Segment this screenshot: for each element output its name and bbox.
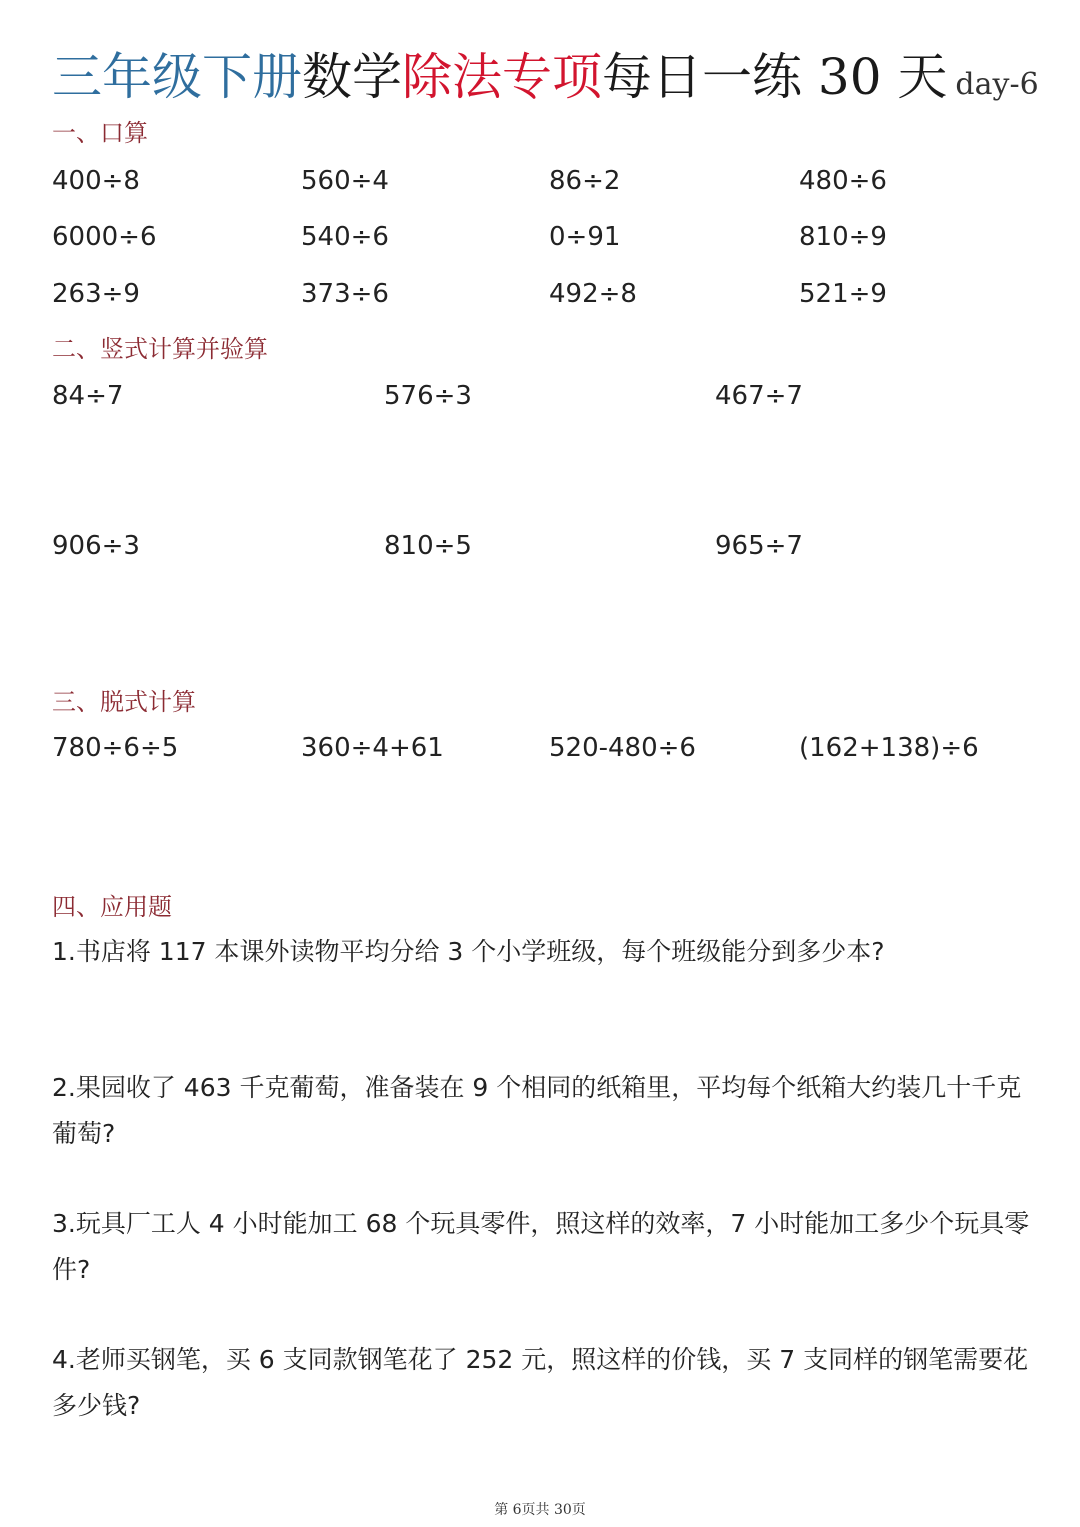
oral-item: 810÷9 (799, 222, 887, 252)
vertical-item: 576÷3 (384, 381, 472, 411)
vertical-item: 467÷7 (715, 381, 803, 411)
oral-item: 492÷8 (549, 279, 637, 309)
oral-item: 373÷6 (301, 279, 389, 309)
oral-item: 560÷4 (301, 166, 389, 196)
page-title (52, 44, 1052, 118)
vertical-item: 906÷3 (52, 531, 140, 561)
word-problem-2: 2.果园收了 463 千克葡萄，准备装在 9 个相同的纸箱里，平均每个纸箱大约装几十千克葡萄? (52, 1073, 1022, 1148)
vertical-item: 84÷7 (52, 381, 124, 411)
word-problem-1: 1.书店将 117 本课外读物平均分给 3 个小学班级，每个班级能分到多少本? (52, 937, 885, 966)
oral-item: 480÷6 (799, 166, 887, 196)
word-problem-3: 3.玩具厂工人 4 小时能加工 68 个玩具零件，照这样的效率，7 小时能加工多少个玩具零件? (52, 1209, 1030, 1284)
word-problem-4: 4.老师买钢笔，买 6 支同款钢笔花了 252 元，照这样的价钱，买 7 支同样的钢笔需要花多少钱? (52, 1345, 1029, 1420)
oral-item: 521÷9 (799, 279, 887, 309)
stepwise-item: 360÷4+61 (301, 733, 444, 763)
stepwise-item: (162+138)÷6 (799, 733, 979, 763)
stepwise-item: 780÷6÷5 (52, 733, 179, 763)
section-oral-title: 一、口算 (52, 119, 148, 147)
title-day: day-6 (955, 67, 1039, 102)
oral-item: 86÷2 (549, 166, 621, 196)
title-topic: 除法专项 (402, 48, 602, 106)
section-stepwise-title: 三、脱式计算 (52, 688, 196, 716)
page-number: 第 6页共 30页 (494, 1502, 586, 1518)
vertical-item: 810÷5 (384, 531, 472, 561)
oral-item: 263÷9 (52, 279, 140, 309)
stepwise-item: 520-480÷6 (549, 733, 696, 763)
title-daily: 每日一练 30 天 (602, 48, 948, 106)
oral-item: 0÷91 (549, 222, 621, 252)
oral-item: 540÷6 (301, 222, 389, 252)
oral-item: 6000÷6 (52, 222, 157, 252)
title-subject: 数学 (302, 48, 402, 106)
section-word-title: 四、应用题 (52, 893, 172, 921)
oral-item: 400÷8 (52, 166, 140, 196)
section-vertical-title: 二、竖式计算并验算 (52, 335, 268, 363)
vertical-item: 965÷7 (715, 531, 803, 561)
title-grade: 三年级下册 (52, 48, 302, 106)
